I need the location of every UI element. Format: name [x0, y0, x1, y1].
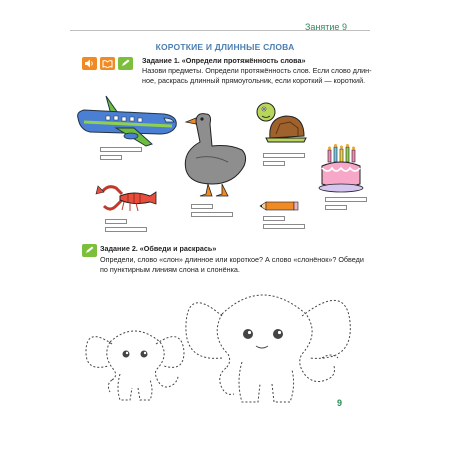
task2-heading: Задание 2. «Обведи и раскрась»: [100, 244, 217, 253]
crayfish-picture: [94, 178, 158, 218]
goose-long-box[interactable]: [191, 212, 233, 217]
big-elephant-outline[interactable]: [182, 278, 358, 406]
crayfish-long-box[interactable]: [105, 227, 147, 232]
pencil-icon: [118, 57, 133, 70]
cake-short-box[interactable]: [325, 205, 347, 210]
goose-short-box[interactable]: [191, 204, 213, 209]
task1-heading: Задание 1. «Определи протяжённость слова»: [142, 56, 306, 65]
speaker-icon: [82, 57, 97, 70]
lesson-label: Занятие 9: [305, 22, 347, 32]
airplane-short-box[interactable]: [100, 155, 122, 160]
book-icon: [100, 57, 115, 70]
pencil-icon: [82, 244, 97, 257]
airplane-long-box[interactable]: [100, 147, 142, 152]
goose-picture: [182, 108, 252, 198]
pencil-picture: [258, 199, 300, 213]
airplane-picture: [76, 92, 180, 150]
turtle-short-box[interactable]: [263, 161, 285, 166]
task1-line-2: ное, раскрась длинный прямоугольник, если короткий — короткий.: [142, 76, 366, 85]
baby-elephant-outline[interactable]: [82, 318, 194, 404]
task2-line-1: Определи, слово «слон» длинное или короткое? А слово «слонёнок»? Обведи: [100, 255, 364, 264]
task2-line-2: по пунктирным линиям слона и слонёнка.: [100, 265, 240, 274]
crayfish-short-box[interactable]: [105, 219, 127, 224]
task1-line-1: Назови предметы. Определи протяжённость слов. Если слово длин-: [142, 66, 372, 75]
page-number: 9: [337, 398, 343, 408]
cake-long-box[interactable]: [325, 197, 367, 202]
page-title: КОРОТКИЕ И ДЛИННЫЕ СЛОВА: [155, 42, 295, 52]
pencil-long-box[interactable]: [263, 224, 305, 229]
turtle-long-box[interactable]: [263, 153, 305, 158]
pencil-short-box[interactable]: [263, 216, 285, 221]
turtle-picture: [252, 98, 308, 148]
cake-picture: [318, 144, 364, 194]
